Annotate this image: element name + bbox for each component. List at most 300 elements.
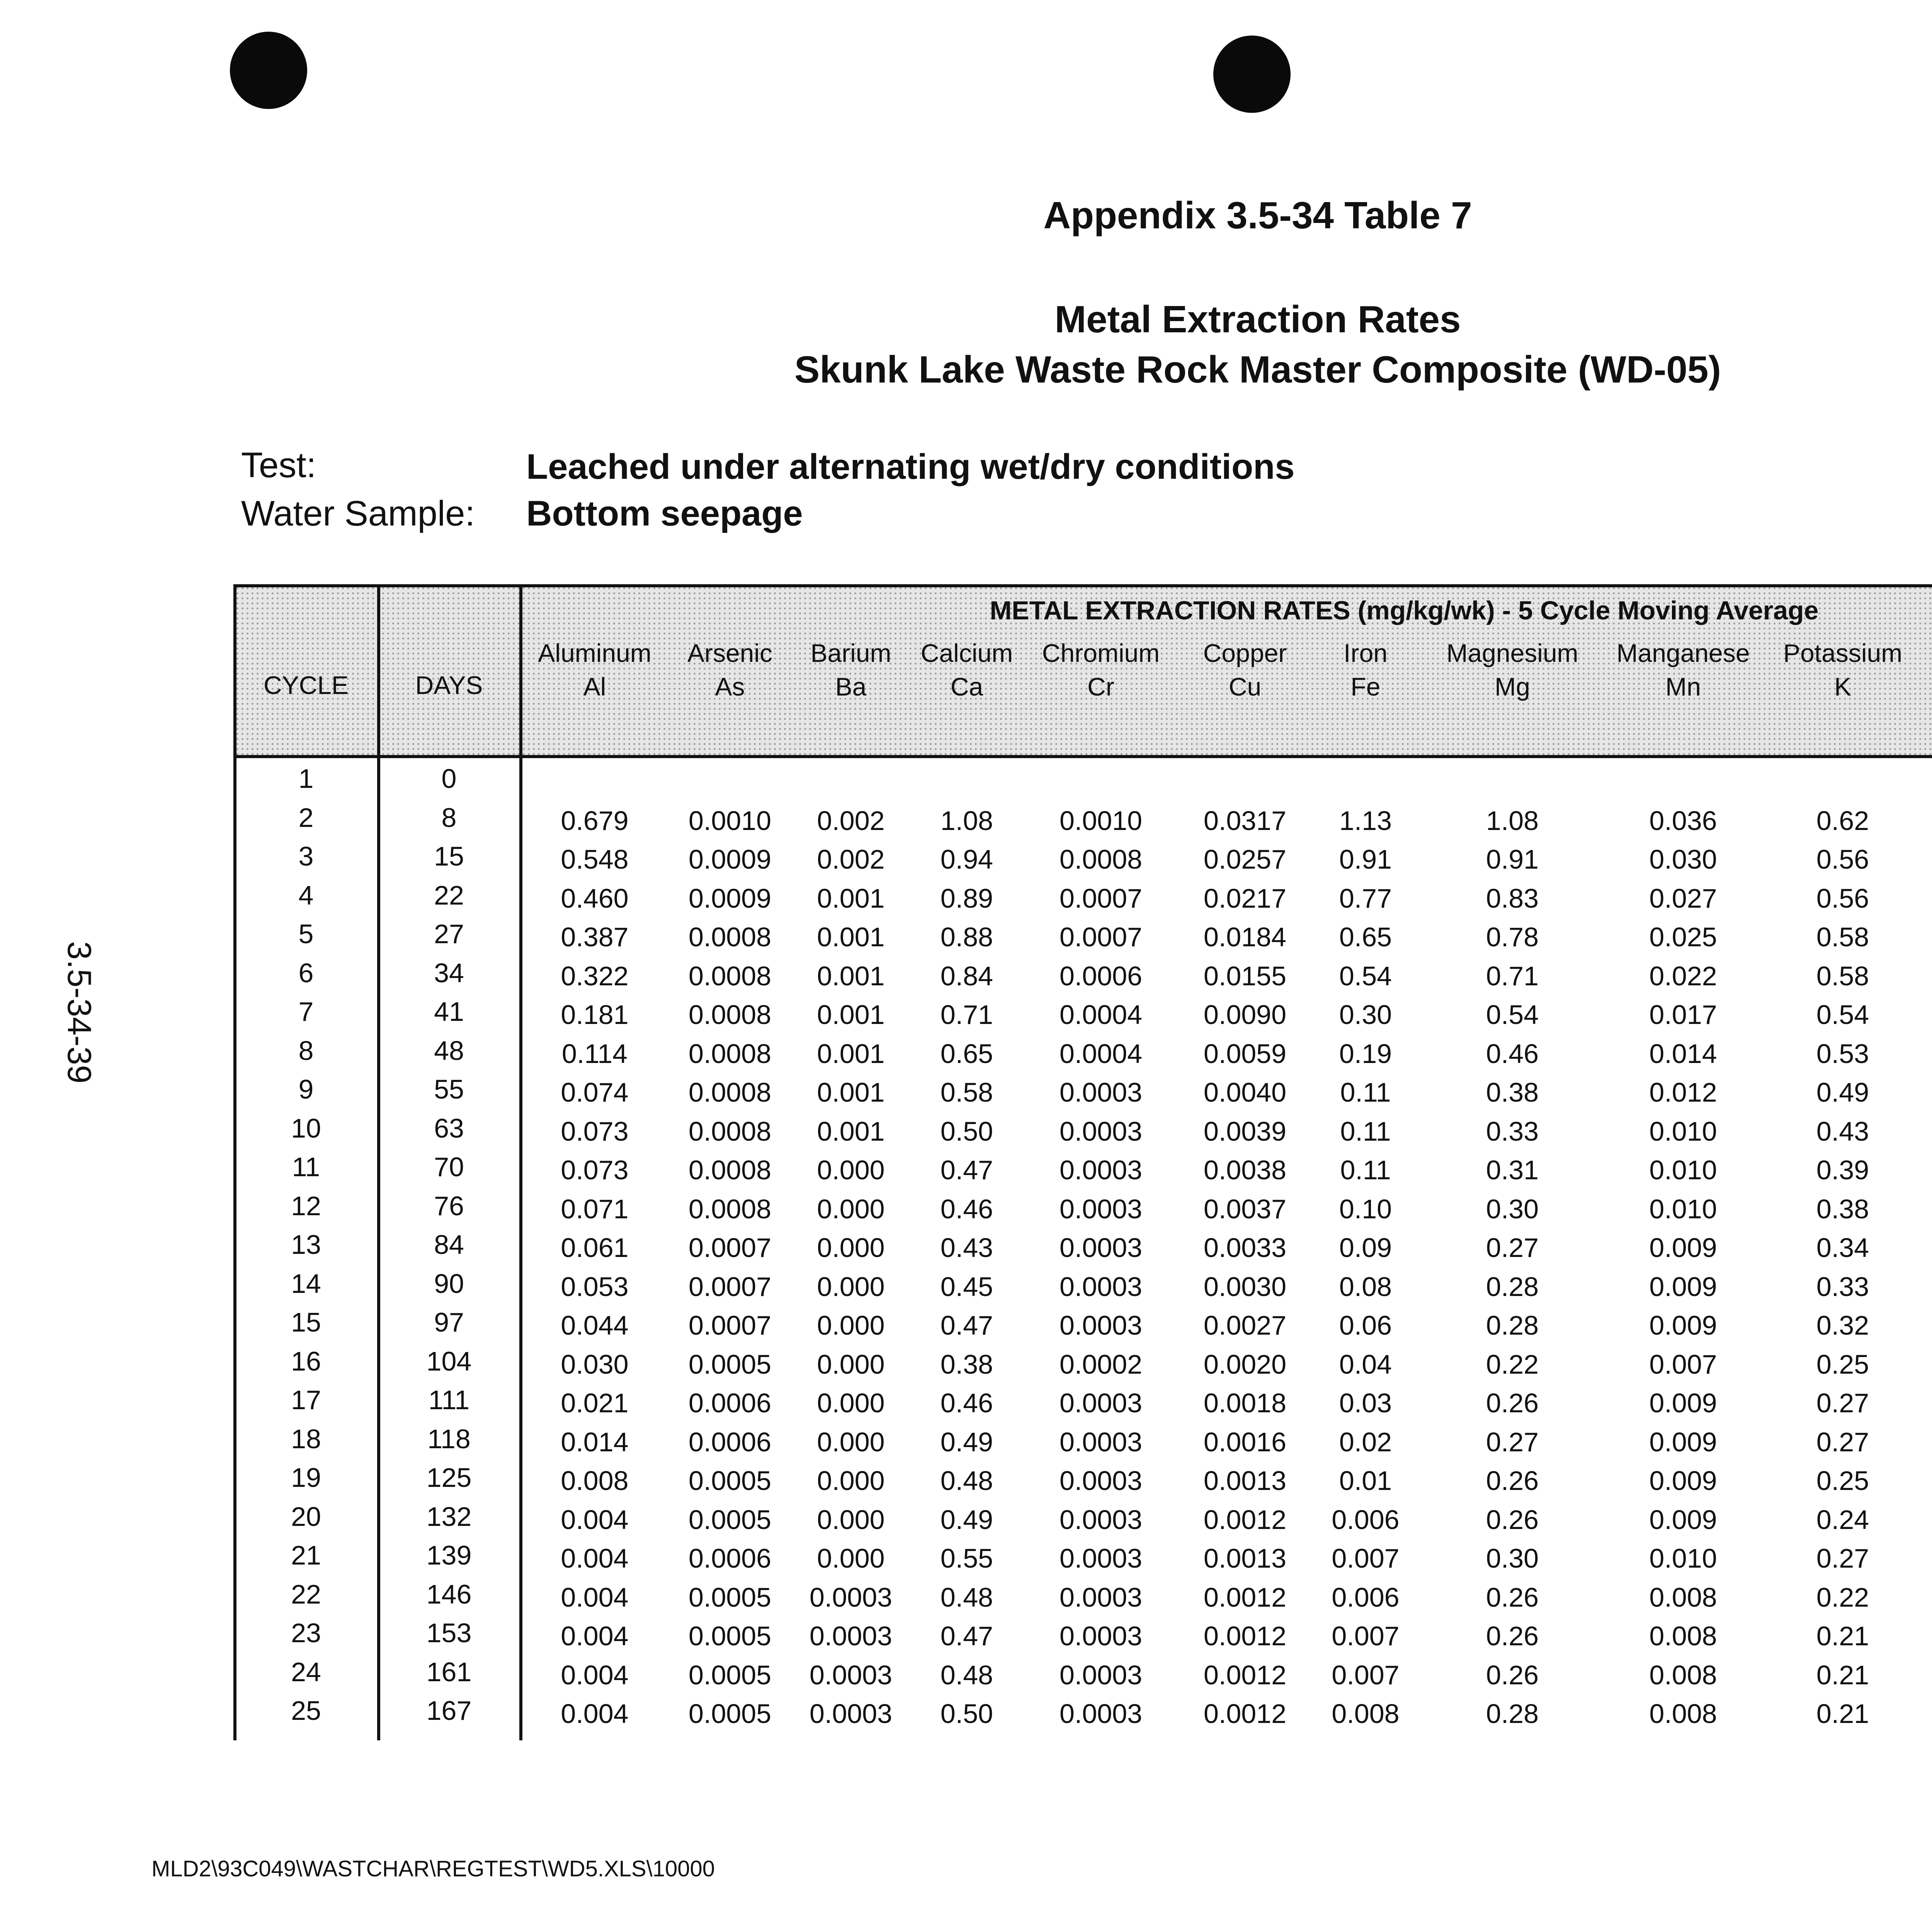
table-left-border (233, 584, 236, 1740)
value-cell: 0.0005 (688, 1699, 772, 1729)
days-cell: 15 (434, 841, 464, 871)
value-cell: 0.0006 (1059, 961, 1143, 991)
value-cell: 0.0003 (1059, 1077, 1143, 1107)
value-cell: 0.008 (1649, 1582, 1717, 1612)
value-cell: 0.09 (1339, 1233, 1392, 1263)
value-cell: 0.0003 (1059, 1271, 1143, 1302)
value-cell: 0.004 (561, 1621, 629, 1651)
value-cell: 0.46 (940, 1388, 993, 1418)
footer-file-path: MLD2\93C049\WASTCHAR\REGTEST\WD5.XLS\10000 (151, 1856, 715, 1881)
days-cell: 146 (426, 1579, 472, 1609)
value-cell: 0.31 (1486, 1155, 1539, 1185)
value-cell: 0.012 (1649, 1077, 1717, 1107)
punch-hole-center (1213, 36, 1291, 113)
value-cell: 0.030 (1649, 844, 1717, 874)
days-header: DAYS (415, 671, 483, 699)
value-cell: 0.010 (1649, 1194, 1717, 1224)
value-cell: 0.014 (561, 1427, 629, 1457)
value-cell: 0.0008 (688, 1194, 772, 1224)
value-cell: 0.0217 (1203, 883, 1287, 913)
cycle-header: CYCLE (263, 671, 349, 699)
metal-symbol-header: Fe (1350, 672, 1381, 701)
value-cell: 0.000 (817, 1233, 885, 1263)
value-cell: 0.0008 (688, 1000, 772, 1030)
value-cell: 0.0003 (809, 1582, 893, 1612)
days-cell: 48 (434, 1035, 464, 1066)
value-cell: 0.181 (561, 1000, 629, 1030)
page-title: Appendix 3.5-34 Table 7 (1043, 194, 1472, 236)
value-cell: 0.0006 (688, 1388, 772, 1418)
value-cell: 0.27 (1816, 1543, 1869, 1573)
value-cell: 0.38 (940, 1349, 993, 1379)
value-cell: 0.0040 (1203, 1077, 1287, 1107)
value-cell: 0.0003 (1059, 1699, 1143, 1729)
page-subtitle-1: Metal Extraction Rates (1054, 298, 1461, 340)
value-cell: 0.0007 (688, 1233, 772, 1263)
value-cell: 0.0090 (1203, 1000, 1287, 1030)
value-cell: 0.0008 (688, 1077, 772, 1107)
value-cell: 0.548 (561, 844, 629, 874)
value-cell: 0.061 (561, 1233, 629, 1263)
value-cell: 0.83 (1486, 883, 1539, 913)
value-cell: 0.0007 (1059, 922, 1143, 952)
value-cell: 0.47 (940, 1621, 993, 1651)
value-cell: 0.001 (817, 1116, 885, 1146)
days-cell: 84 (434, 1230, 464, 1260)
value-cell: 0.49 (1816, 1077, 1869, 1107)
value-cell: 0.89 (940, 883, 993, 913)
cycle-cell: 10 (291, 1113, 321, 1143)
value-cell: 0.001 (817, 922, 885, 952)
value-cell: 0.0009 (688, 844, 772, 874)
value-cell: 0.0008 (1059, 844, 1143, 874)
value-cell: 0.91 (1486, 844, 1539, 874)
value-cell: 0.0016 (1203, 1427, 1287, 1457)
value-cell: 0.044 (561, 1310, 629, 1340)
value-cell: 0.0012 (1203, 1582, 1287, 1612)
value-cell: 0.004 (561, 1504, 629, 1535)
value-cell: 0.25 (1816, 1466, 1869, 1496)
value-cell: 0.0003 (1059, 1388, 1143, 1418)
table-top-border (233, 584, 1932, 587)
value-cell: 0.94 (940, 844, 993, 874)
value-cell: 0.28 (1486, 1699, 1539, 1729)
value-cell: 1.13 (1339, 805, 1392, 836)
value-cell: 0.004 (561, 1582, 629, 1612)
value-cell: 0.0003 (1059, 1310, 1143, 1340)
test-value: Leached under alternating wet/dry conditions (526, 447, 1295, 486)
cycle-cell: 19 (291, 1463, 321, 1493)
value-cell: 0.009 (1649, 1427, 1717, 1457)
value-cell: 0.21 (1816, 1699, 1869, 1729)
value-cell: 0.27 (1816, 1427, 1869, 1457)
metal-symbol-header: Cu (1228, 672, 1262, 701)
value-cell: 0.0059 (1203, 1038, 1287, 1069)
value-cell: 0.28 (1486, 1271, 1539, 1302)
value-cell: 0.01 (1339, 1466, 1392, 1496)
value-cell: 0.22 (1816, 1582, 1869, 1612)
cycle-cell: 14 (291, 1268, 321, 1299)
value-cell: 0.071 (561, 1194, 629, 1224)
value-cell: 0.008 (1649, 1621, 1717, 1651)
value-cell: 0.21 (1816, 1660, 1869, 1690)
metal-symbol-header: As (715, 672, 745, 701)
value-cell: 0.009 (1649, 1504, 1717, 1535)
days-cell: 167 (426, 1696, 472, 1726)
cycle-cell: 15 (291, 1307, 321, 1337)
value-cell: 1.08 (940, 805, 993, 836)
value-cell: 0.006 (1332, 1582, 1400, 1612)
days-cell: 27 (434, 919, 464, 949)
cycle-cell: 24 (291, 1656, 321, 1687)
value-cell: 0.007 (1332, 1621, 1400, 1651)
value-cell: 1.08 (1486, 805, 1539, 836)
value-cell: 0.50 (940, 1116, 993, 1146)
value-cell: 0.017 (1649, 1000, 1717, 1030)
value-cell: 0.010 (1649, 1155, 1717, 1185)
value-cell: 0.009 (1649, 1233, 1717, 1263)
cycle-cell: 5 (298, 919, 314, 949)
cycle-days-divider (377, 584, 380, 1740)
value-cell: 0.002 (817, 805, 885, 836)
value-cell: 0.04 (1339, 1349, 1392, 1379)
value-cell: 0.0010 (688, 805, 772, 836)
value-cell: 0.073 (561, 1155, 629, 1185)
cycle-cell: 6 (298, 957, 314, 988)
value-cell: 0.009 (1649, 1310, 1717, 1340)
value-cell: 0.0003 (1059, 1621, 1143, 1651)
cycle-cell: 21 (291, 1540, 321, 1570)
value-cell: 0.0013 (1203, 1466, 1287, 1496)
days-cell: 34 (434, 957, 464, 988)
value-cell: 0.46 (940, 1194, 993, 1224)
value-cell: 0.0008 (688, 1116, 772, 1146)
value-cell: 0.0005 (688, 1466, 772, 1496)
cycle-cell: 16 (291, 1346, 321, 1376)
metal-symbol-header: Mn (1665, 672, 1701, 701)
value-cell: 0.0004 (1059, 1038, 1143, 1069)
value-cell: 0.0007 (688, 1271, 772, 1302)
value-cell: 0.004 (561, 1660, 629, 1690)
value-cell: 0.11 (1340, 1116, 1391, 1146)
days-cell: 55 (434, 1074, 464, 1104)
value-cell: 0.001 (817, 883, 885, 913)
cycle-cell: 23 (291, 1618, 321, 1648)
value-cell: 0.54 (1339, 961, 1392, 991)
value-cell: 0.65 (1339, 922, 1392, 952)
value-cell: 0.009 (1649, 1271, 1717, 1302)
value-cell: 0.387 (561, 922, 629, 952)
value-cell: 0.022 (1649, 961, 1717, 991)
value-cell: 0.0003 (809, 1660, 893, 1690)
days-cell: 161 (426, 1656, 472, 1687)
cycle-cell: 13 (291, 1230, 321, 1260)
days-cell: 125 (426, 1463, 472, 1493)
value-cell: 0.0012 (1203, 1621, 1287, 1651)
days-cell: 118 (427, 1423, 471, 1454)
days-cell: 139 (426, 1540, 472, 1570)
value-cell: 0.0003 (1059, 1233, 1143, 1263)
value-cell: 0.0027 (1203, 1310, 1287, 1340)
metal-symbol-header: Mg (1495, 672, 1530, 701)
value-cell: 0.014 (1649, 1038, 1717, 1069)
value-cell: 0.021 (561, 1388, 629, 1418)
days-cell: 70 (434, 1152, 464, 1182)
cycle-cell: 1 (298, 764, 314, 794)
value-cell: 0.460 (561, 883, 629, 913)
value-cell: 0.34 (1816, 1233, 1869, 1263)
value-cell: 0.19 (1339, 1038, 1392, 1069)
value-cell: 0.0004 (1059, 1000, 1143, 1030)
value-cell: 0.000 (817, 1543, 885, 1573)
value-cell: 0.11 (1340, 1155, 1391, 1185)
value-cell: 0.30 (1486, 1194, 1539, 1224)
value-cell: 0.0003 (1059, 1116, 1143, 1146)
metal-symbol-header: Cr (1087, 672, 1114, 701)
value-cell: 0.0003 (1059, 1194, 1143, 1224)
value-cell: 0.54 (1816, 1000, 1869, 1030)
value-cell: 0.56 (1816, 883, 1869, 913)
value-cell: 0.000 (817, 1466, 885, 1496)
value-cell: 0.55 (940, 1543, 993, 1573)
value-cell: 0.45 (940, 1271, 993, 1302)
value-cell: 0.000 (817, 1271, 885, 1302)
value-cell: 0.0007 (1059, 883, 1143, 913)
value-cell: 0.28 (1486, 1310, 1539, 1340)
value-cell: 0.000 (817, 1504, 885, 1535)
value-cell: 0.24 (1816, 1504, 1869, 1535)
value-cell: 0.32 (1816, 1310, 1869, 1340)
metal-symbol-header: Ba (835, 672, 867, 701)
value-cell: 0.0005 (688, 1504, 772, 1535)
days-cell: 153 (426, 1618, 472, 1648)
value-cell: 0.53 (1816, 1038, 1869, 1069)
value-cell: 0.008 (1649, 1660, 1717, 1690)
value-cell: 0.58 (1816, 922, 1869, 952)
value-cell: 0.0003 (1059, 1504, 1143, 1535)
value-cell: 0.54 (1486, 1000, 1539, 1030)
value-cell: 0.010 (1649, 1116, 1717, 1146)
cycle-cell: 4 (298, 880, 314, 910)
value-cell: 0.000 (817, 1349, 885, 1379)
value-cell: 0.006 (1332, 1504, 1400, 1535)
value-cell: 0.0257 (1203, 844, 1287, 874)
punch-hole-left (230, 32, 307, 109)
value-cell: 0.074 (561, 1077, 629, 1107)
test-label: Test: (241, 446, 316, 485)
value-cell: 0.48 (940, 1660, 993, 1690)
value-cell: 0.0005 (688, 1660, 772, 1690)
value-cell: 0.91 (1339, 844, 1392, 874)
value-cell: 0.0317 (1203, 805, 1287, 836)
header-bottom-border (233, 755, 1932, 758)
value-cell: 0.008 (561, 1466, 629, 1496)
value-cell: 0.0013 (1203, 1543, 1287, 1573)
value-cell: 0.30 (1339, 1000, 1392, 1030)
value-cell: 0.06 (1339, 1310, 1392, 1340)
value-cell: 0.0006 (688, 1543, 772, 1573)
water-sample-label: Water Sample: (241, 494, 475, 533)
value-cell: 0.49 (940, 1504, 993, 1535)
value-cell: 0.000 (817, 1388, 885, 1418)
value-cell: 0.036 (1649, 805, 1717, 836)
value-cell: 0.58 (940, 1077, 993, 1107)
metal-name-header: Magnesium (1446, 639, 1578, 667)
days-cell: 63 (434, 1113, 464, 1143)
value-cell: 0.22 (1486, 1349, 1539, 1379)
value-cell: 0.027 (1649, 883, 1717, 913)
value-cell: 0.0010 (1059, 805, 1143, 836)
value-cell: 0.26 (1486, 1660, 1539, 1690)
value-cell: 0.48 (940, 1582, 993, 1612)
value-cell: 0.0002 (1059, 1349, 1143, 1379)
value-cell: 0.008 (1332, 1699, 1400, 1729)
value-cell: 0.0003 (809, 1621, 893, 1651)
metal-extraction-table (233, 584, 1932, 1740)
value-cell: 0.0033 (1203, 1233, 1287, 1263)
cycle-cell: 25 (291, 1696, 321, 1726)
value-cell: 0.679 (561, 805, 629, 836)
days-cell: 104 (426, 1346, 472, 1376)
value-cell: 0.71 (1486, 961, 1539, 991)
value-cell: 0.0030 (1203, 1271, 1287, 1302)
value-cell: 0.0003 (1059, 1582, 1143, 1612)
metal-symbol-header: Al (583, 672, 606, 701)
days-cell: 22 (434, 880, 464, 910)
value-cell: 0.001 (817, 1000, 885, 1030)
value-cell: 0.0038 (1203, 1155, 1287, 1185)
value-cell: 0.43 (940, 1233, 993, 1263)
value-cell: 0.0003 (1059, 1543, 1143, 1573)
days-cell: 76 (434, 1190, 464, 1221)
value-cell: 0.008 (1649, 1699, 1717, 1729)
value-cell: 0.000 (817, 1427, 885, 1457)
value-cell: 0.56 (1816, 844, 1869, 874)
value-cell: 0.26 (1486, 1388, 1539, 1418)
value-cell: 0.47 (940, 1155, 993, 1185)
metal-name-header: Iron (1344, 639, 1388, 667)
value-cell: 0.0039 (1203, 1116, 1287, 1146)
value-cell: 0.33 (1816, 1271, 1869, 1302)
value-cell: 0.0003 (1059, 1660, 1143, 1690)
cycle-cell: 11 (292, 1152, 320, 1182)
value-cell: 0.0009 (688, 883, 772, 913)
value-cell: 0.010 (1649, 1543, 1717, 1573)
metal-symbol-header: K (1834, 672, 1852, 701)
days-cell: 8 (441, 802, 457, 833)
value-cell: 0.26 (1486, 1621, 1539, 1651)
group-header: METAL EXTRACTION RATES (mg/kg/wk) - 5 Cycle Moving Average (990, 596, 1819, 625)
value-cell: 0.0008 (688, 922, 772, 952)
value-cell: 0.38 (1816, 1194, 1869, 1224)
metal-name-header: Aluminum (538, 639, 651, 667)
value-cell: 0.053 (561, 1271, 629, 1302)
metal-name-header: Chromium (1042, 639, 1160, 667)
value-cell: 0.0005 (688, 1582, 772, 1612)
value-cell: 0.007 (1332, 1660, 1400, 1690)
days-cell: 41 (434, 997, 464, 1027)
value-cell: 0.26 (1486, 1504, 1539, 1535)
value-cell: 0.62 (1816, 805, 1869, 836)
value-cell: 0.000 (817, 1310, 885, 1340)
cycle-cell: 12 (291, 1190, 321, 1221)
value-cell: 0.26 (1486, 1582, 1539, 1612)
days-cell: 0 (441, 764, 457, 794)
days-cell: 132 (426, 1501, 472, 1532)
value-cell: 0.0007 (688, 1310, 772, 1340)
value-cell: 0.001 (817, 961, 885, 991)
cycle-cell: 22 (291, 1579, 321, 1609)
cycle-cell: 20 (291, 1501, 321, 1532)
value-cell: 0.025 (1649, 922, 1717, 952)
value-cell: 0.0005 (688, 1621, 772, 1651)
value-cell: 0.004 (561, 1543, 629, 1573)
value-cell: 0.0005 (688, 1349, 772, 1379)
days-metals-divider (519, 584, 522, 1740)
value-cell: 0.08 (1339, 1271, 1392, 1302)
cycle-cell: 18 (291, 1423, 321, 1454)
value-cell: 0.58 (1816, 961, 1869, 991)
value-cell: 0.007 (1649, 1349, 1717, 1379)
value-cell: 0.002 (817, 844, 885, 874)
value-cell: 0.43 (1816, 1116, 1869, 1146)
cycle-cell: 9 (298, 1074, 314, 1104)
value-cell: 0.11 (1340, 1077, 1391, 1107)
cycle-cell: 17 (291, 1385, 321, 1415)
water-sample-value: Bottom seepage (526, 494, 803, 533)
value-cell: 0.009 (1649, 1466, 1717, 1496)
value-cell: 0.0020 (1203, 1349, 1287, 1379)
value-cell: 0.322 (561, 961, 629, 991)
value-cell: 0.88 (940, 922, 993, 952)
value-cell: 0.84 (940, 961, 993, 991)
value-cell: 0.03 (1339, 1388, 1392, 1418)
metal-symbol-header: Ca (950, 672, 983, 701)
days-cell: 111 (428, 1385, 470, 1415)
value-cell: 0.0008 (688, 961, 772, 991)
value-cell: 0.001 (817, 1077, 885, 1107)
value-cell: 0.114 (562, 1038, 628, 1069)
value-cell: 0.21 (1816, 1621, 1869, 1651)
value-cell: 0.46 (1486, 1038, 1539, 1069)
value-cell: 0.073 (561, 1116, 629, 1146)
metal-name-header: Copper (1203, 639, 1287, 667)
value-cell: 0.0184 (1203, 922, 1287, 952)
value-cell: 0.0012 (1203, 1699, 1287, 1729)
value-cell: 0.47 (940, 1310, 993, 1340)
value-cell: 0.71 (940, 1000, 993, 1030)
cycle-cell: 7 (298, 997, 314, 1027)
value-cell: 0.0037 (1203, 1194, 1287, 1224)
value-cell: 0.0018 (1203, 1388, 1287, 1418)
value-cell: 0.001 (817, 1038, 885, 1069)
value-cell: 0.0003 (1059, 1466, 1143, 1496)
value-cell: 0.0003 (1059, 1427, 1143, 1457)
value-cell: 0.0008 (688, 1038, 772, 1069)
value-cell: 0.27 (1816, 1388, 1869, 1418)
metal-name-header: Manganese (1616, 639, 1750, 667)
value-cell: 0.030 (561, 1349, 629, 1379)
value-cell: 0.39 (1816, 1155, 1869, 1185)
value-cell: 0.27 (1486, 1233, 1539, 1263)
value-cell: 0.33 (1486, 1116, 1539, 1146)
value-cell: 0.49 (940, 1427, 993, 1457)
value-cell: 0.0012 (1203, 1504, 1287, 1535)
value-cell: 0.30 (1486, 1543, 1539, 1573)
metal-name-header: Arsenic (687, 639, 773, 667)
value-cell: 0.007 (1332, 1543, 1400, 1573)
value-cell: 0.0012 (1203, 1660, 1287, 1690)
